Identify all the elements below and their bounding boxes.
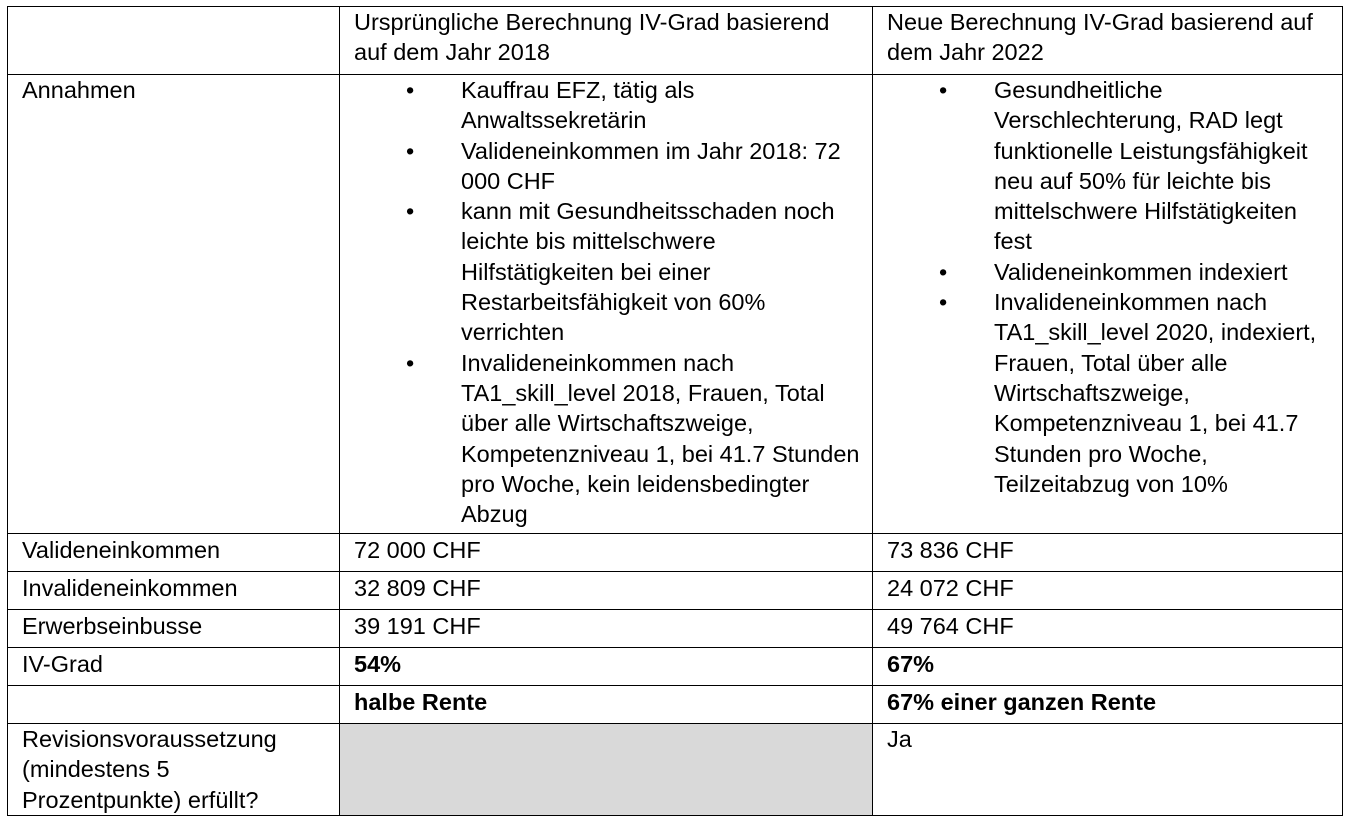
iv-grad-row <box>8 648 1343 686</box>
revision-row <box>8 724 1343 816</box>
revision-original-shaded-cell <box>340 724 873 816</box>
comparison-table <box>7 6 1343 816</box>
revision-label: Revisionsvoraussetzung (mindestens 5 Prozentpunkte) erfüllt? <box>8 724 340 816</box>
annahmen-new-cell <box>873 75 1343 534</box>
erwerbseinbusse-original: 39 191 CHF <box>340 610 873 648</box>
list-item: • kann mit Gesundheitsschaden noch leichte bis mittelschwere Hilfstätigkeiten bei einer Restarbeitsfähigkeit von 60% verrichten <box>354 196 862 347</box>
erwerbseinbusse-new: 49 764 CHF <box>873 610 1343 648</box>
invalideneinkommen-label: Invalideneinkommen <box>8 572 340 610</box>
annahmen-new-list <box>887 75 1332 499</box>
header-empty-cell <box>8 7 340 75</box>
revision-new: Ja <box>873 724 1343 816</box>
header-row <box>8 7 1343 75</box>
valideneinkommen-original: 72 000 CHF <box>340 534 873 572</box>
list-item: • Invalideneinkommen nach TA1_skill_level 2018, Frauen, Total über alle Wirtschaftszweige, Kompetenzniveau 1, bei 41.7 Stunden pro Woche, kein leidensbedingter Abzug <box>354 348 862 530</box>
rente-original: halbe Rente <box>340 686 873 724</box>
valideneinkommen-new: 73 836 CHF <box>873 534 1343 572</box>
annahmen-original-list <box>354 75 862 529</box>
iv-grad-original: 54% <box>340 648 873 686</box>
rente-new: 67% einer ganzen Rente <box>873 686 1343 724</box>
list-item: • Kauffrau EFZ, tätig als Anwaltssekretärin <box>354 75 862 136</box>
header-original-calculation: Ursprüngliche Berechnung IV-Grad basierend auf dem Jahr 2018 <box>340 7 873 75</box>
iv-grad-label: IV-Grad <box>8 648 340 686</box>
invalideneinkommen-new: 24 072 CHF <box>873 572 1343 610</box>
invalideneinkommen-row <box>8 572 1343 610</box>
valideneinkommen-label: Valideneinkommen <box>8 534 340 572</box>
list-item: • Gesundheitliche Verschlechterung, RAD legt funktionelle Leistungsfähigkeit neu auf 50% für leichte bis mittelschwere Hilfstätigkeiten fest <box>887 75 1332 257</box>
list-item: • Valideneinkommen im Jahr 2018: 72 000 CHF <box>354 136 862 197</box>
invalideneinkommen-original: 32 809 CHF <box>340 572 873 610</box>
rente-label <box>8 686 340 724</box>
annahmen-original-cell <box>340 75 873 534</box>
header-new-calculation: Neue Berechnung IV-Grad basierend auf dem Jahr 2022 <box>873 7 1343 75</box>
annahmen-label: Annahmen <box>8 75 340 534</box>
annahmen-row <box>8 75 1343 534</box>
erwerbseinbusse-row <box>8 610 1343 648</box>
erwerbseinbusse-label: Erwerbseinbusse <box>8 610 340 648</box>
iv-grad-new: 67% <box>873 648 1343 686</box>
list-item: • Invalideneinkommen nach TA1_skill_level 2020, indexiert, Frauen, Total über alle Wirtschaftszweige, Kompetenzniveau 1, bei 41.7 Stunden pro Woche, Teilzeitabzug von 10% <box>887 287 1332 499</box>
list-item: • Valideneinkommen indexiert <box>887 257 1332 287</box>
rente-row <box>8 686 1343 724</box>
valideneinkommen-row <box>8 534 1343 572</box>
